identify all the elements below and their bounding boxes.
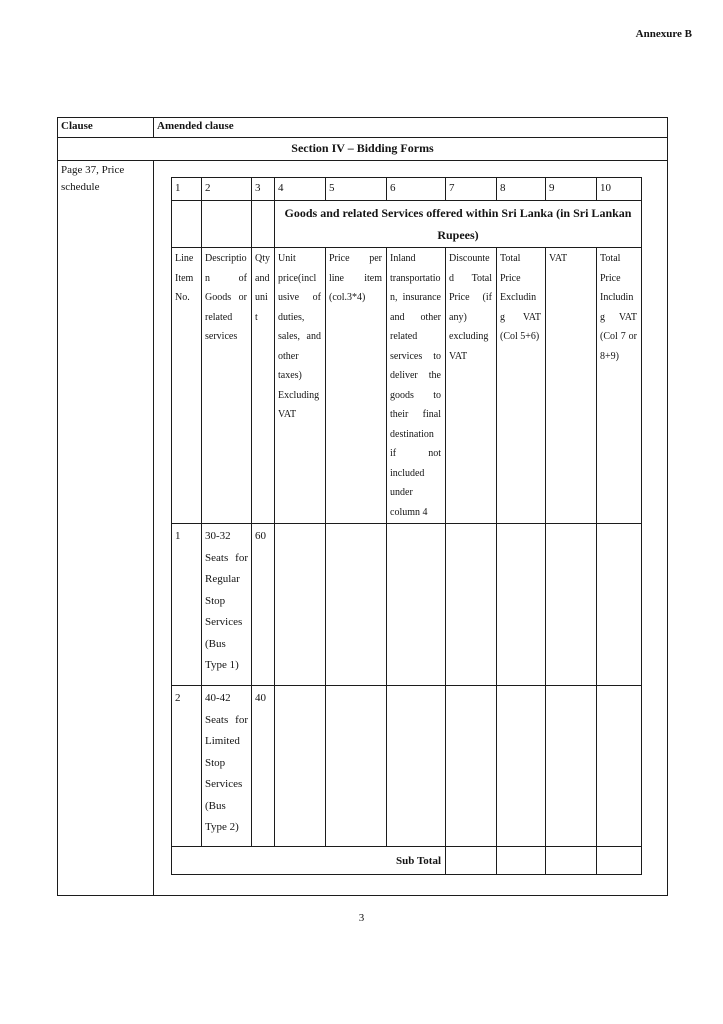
vat-cell — [546, 686, 597, 847]
price-per-line-cell — [326, 686, 387, 847]
column-header-row — [172, 248, 642, 524]
header-vat: VAT — [546, 248, 597, 524]
sub-total-label: Sub Total — [172, 847, 446, 875]
unit-price-cell — [275, 686, 326, 847]
page-number: 3 — [358, 912, 365, 924]
sub-total-excl-vat-cell — [497, 847, 546, 875]
price-row — [172, 524, 642, 686]
column-number-cell: 7 — [446, 178, 497, 201]
inland-transport-cell — [387, 524, 446, 686]
group-title-row — [172, 201, 642, 248]
sub-total-incl-vat-cell — [597, 847, 642, 875]
empty-cell — [252, 201, 275, 248]
total-excl-vat-cell — [497, 524, 546, 686]
total-incl-vat-cell — [597, 686, 642, 847]
amendment-header-row — [58, 118, 668, 138]
clause-reference: Page 37, Price schedule — [58, 161, 154, 896]
total-incl-vat-cell — [597, 524, 642, 686]
amendment-body-row — [58, 161, 668, 896]
group-title: Goods and related Services offered within Sri Lanka (in Sri Lankan Rupees) — [275, 201, 642, 248]
empty-cell — [202, 201, 252, 248]
header-description: Description of Goods or related services — [202, 248, 252, 524]
description-cell: 30-32 Seats for Regular Stop Services (Bus Type 1) — [202, 524, 252, 686]
column-number-cell: 2 — [202, 178, 252, 201]
column-number-cell: 4 — [275, 178, 326, 201]
column-number-cell: 3 — [252, 178, 275, 201]
header-inland-transportation: Inland transportation, insurance and other related services to deliver the goods to their final destination if not included under column 4 — [387, 248, 446, 524]
inland-transport-cell — [387, 686, 446, 847]
column-number-cell: 9 — [546, 178, 597, 201]
header-qty-unit: Qty and unit — [252, 248, 275, 524]
header-discounted-total-price: Discounted Total Price (if any) excluding VAT — [446, 248, 497, 524]
vat-cell — [546, 524, 597, 686]
column-number-cell: 5 — [326, 178, 387, 201]
column-number-cell: 1 — [172, 178, 202, 201]
header-unit-price: Unit price(inclusive of duties, sales, and other taxes) Excluding VAT — [275, 248, 326, 524]
amendment-table — [57, 117, 668, 896]
empty-cell — [172, 201, 202, 248]
column-number-cell: 10 — [597, 178, 642, 201]
line-item-no-cell: 1 — [172, 524, 202, 686]
amended-clause-content-cell — [154, 161, 668, 896]
price-row — [172, 686, 642, 847]
sub-total-row — [172, 847, 642, 875]
header-line-item-no: Line Item No. — [172, 248, 202, 524]
total-excl-vat-cell — [497, 686, 546, 847]
amended-clause-column-header: Amended clause — [154, 118, 668, 138]
clause-column-header: Clause — [58, 118, 154, 138]
header-price-per-line-item: Price per line item (col.3*4) — [326, 248, 387, 524]
section-title-row — [58, 138, 668, 161]
header-total-price-excluding-vat: Total Price Excluding VAT (Col 5+6) — [497, 248, 546, 524]
column-number-cell: 6 — [387, 178, 446, 201]
column-number-row — [172, 178, 642, 201]
discounted-price-cell — [446, 686, 497, 847]
unit-price-cell — [275, 524, 326, 686]
price-per-line-cell — [326, 524, 387, 686]
qty-cell: 40 — [252, 686, 275, 847]
annexure-label: Annexure B — [635, 28, 692, 40]
section-title: Section IV – Bidding Forms — [58, 138, 668, 161]
line-item-no-cell: 2 — [172, 686, 202, 847]
column-number-cell: 8 — [497, 178, 546, 201]
discounted-price-cell — [446, 524, 497, 686]
qty-cell: 60 — [252, 524, 275, 686]
sub-total-discounted-cell — [446, 847, 497, 875]
header-total-price-including-vat: Total Price Including VAT (Col 7 or 8+9) — [597, 248, 642, 524]
sub-total-vat-cell — [546, 847, 597, 875]
price-schedule-table — [171, 177, 642, 875]
description-cell: 40-42 Seats for Limited Stop Services (Bus Type 2) — [202, 686, 252, 847]
